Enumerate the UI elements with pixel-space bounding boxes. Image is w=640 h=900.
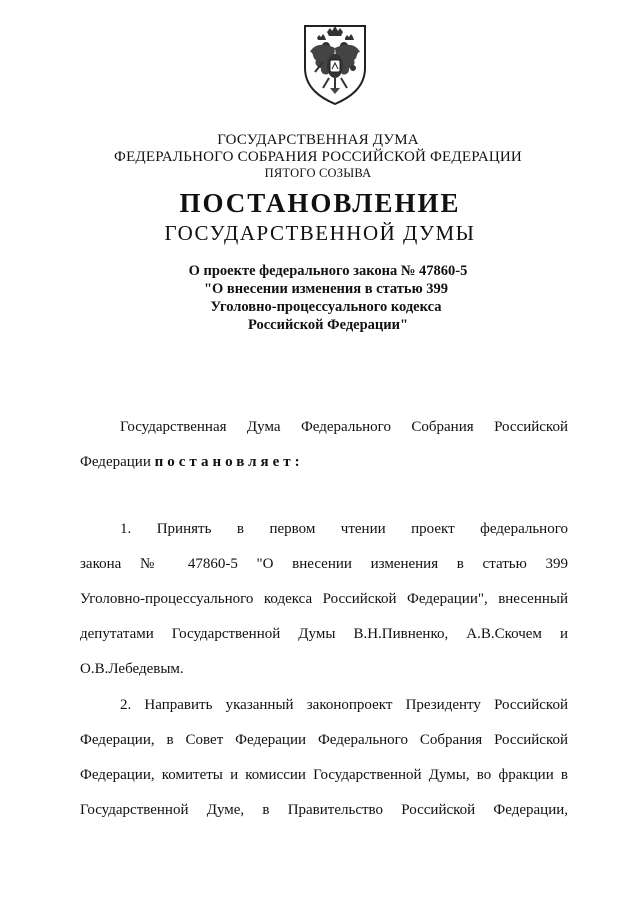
coat-of-arms-icon <box>297 22 373 106</box>
header-line-assembly: ФЕДЕРАЛЬНОГО СОБРАНИЯ РОССИЙСКОЙ ФЕДЕРАЦИИ <box>114 149 522 165</box>
subject-line: Уголовно-процессуального кодекса <box>210 299 442 315</box>
item-1-line: 1. Принять в первом чтении проект федерального <box>120 521 568 537</box>
subject-line: "О внесении изменения в статью 399 <box>203 281 449 297</box>
item-1-line: депутатами Государственной Думы В.Н.Пивненко, А.В.Скочем и <box>80 626 568 642</box>
subject-line: О проекте федерального закона № 47860-5 <box>188 263 468 279</box>
item-2-line: 2. Направить указанный законопроект Президенту Российской <box>120 697 568 713</box>
item-1-line: Уголовно-процессуального кодекса Российской Федерации", внесенный <box>80 591 568 607</box>
document-title: ПОСТАНОВЛЕНИЕ <box>179 188 461 218</box>
item-2-line: Федерации, комитеты и комиссии Государственной Думы, во фракции в <box>80 767 568 783</box>
header-line-convocation: ПЯТОГО СОЗЫВА <box>264 166 372 180</box>
preamble-line: Государственная Дума Федерального Собрания Российской <box>120 419 568 435</box>
item-2-line: Государственной Думе, в Правительство Российской Федерации, <box>80 802 568 818</box>
preamble-text: Федерации <box>80 454 155 470</box>
subject-line: Российской Федерации" <box>247 317 409 333</box>
item-1-line: О.В.Лебедевым. <box>80 661 184 677</box>
item-2-line: Федерации, в Совет Федерации Федерального Собрания Российской <box>80 732 568 748</box>
item-1-line: закона № 47860-5 "О внесении изменения в статью 399 <box>80 556 568 572</box>
preamble-line <box>80 454 568 471</box>
header-line-duma: ГОСУДАРСТВЕННАЯ ДУМА <box>217 132 419 148</box>
preamble-decree-word: постановляет: <box>154 454 304 470</box>
document-subtitle: ГОСУДАРСТВЕННОЙ ДУМЫ <box>164 221 476 245</box>
